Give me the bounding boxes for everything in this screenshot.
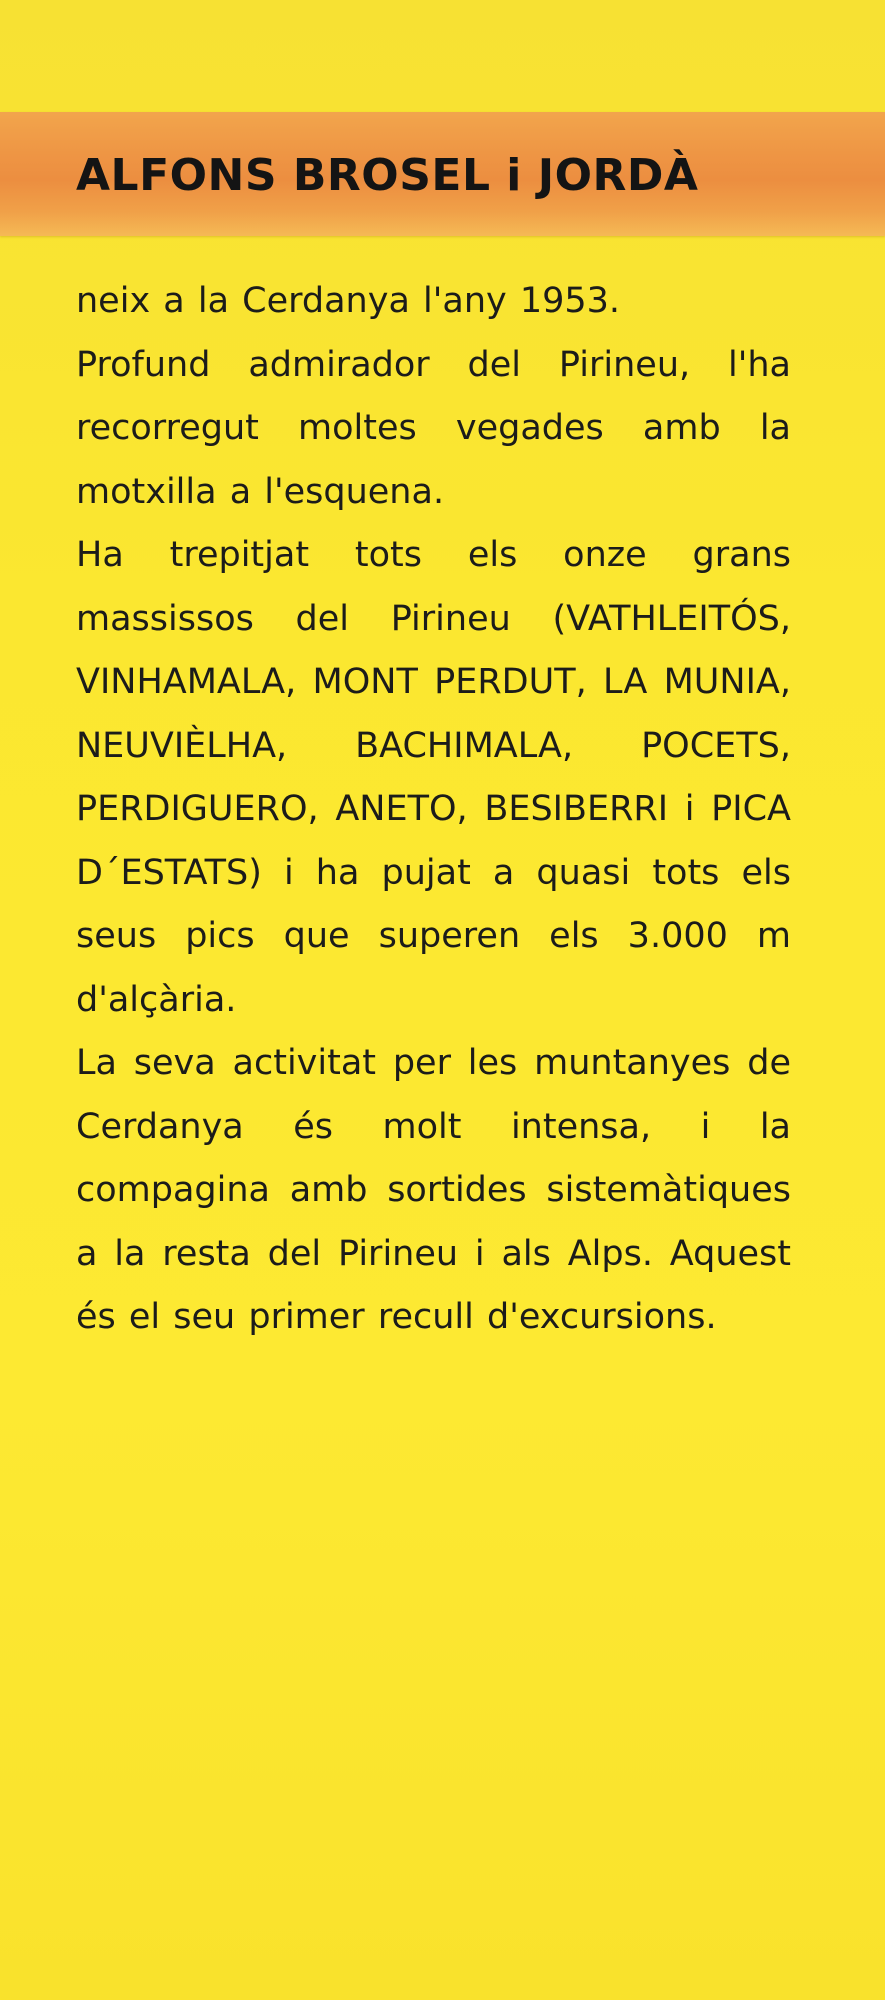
author-biography [76,270,791,1350]
title-band [0,112,885,236]
author-name-title: ALFONS BROSEL i JORDÀ [76,150,699,201]
bio-paragraph-massifs: Ha trepitjat tots els onze grans massissos del Pirineu (VATHLEITÓS, VINHAMALA, MONT PERDUT, LA MUNIA, NEUVIÈLHA, BACHIMALA, POCETS, PERDIGUERO, ANETO, BESIBERRI i PICA D´ESTATS) i ha pujat a quasi tots els seus pics que superen els 3.000 m d'alçària. [76,535,791,1020]
bio-paragraph-admirer: Profund admirador del Pirineu, l'ha recorregut moltes vegades amb la motxilla a l'esquena. [76,344,791,512]
bio-paragraph-activity: La seva activitat per les muntanyes de Cerdanya és molt intensa, i la compagina amb sortides sistemàtiques a la resta del Pirineu i als Alps. Aquest és el seu primer recull d'excursions. [76,1043,791,1337]
bio-paragraph-birth: neix a la Cerdanya l'any 1953. [76,281,621,321]
